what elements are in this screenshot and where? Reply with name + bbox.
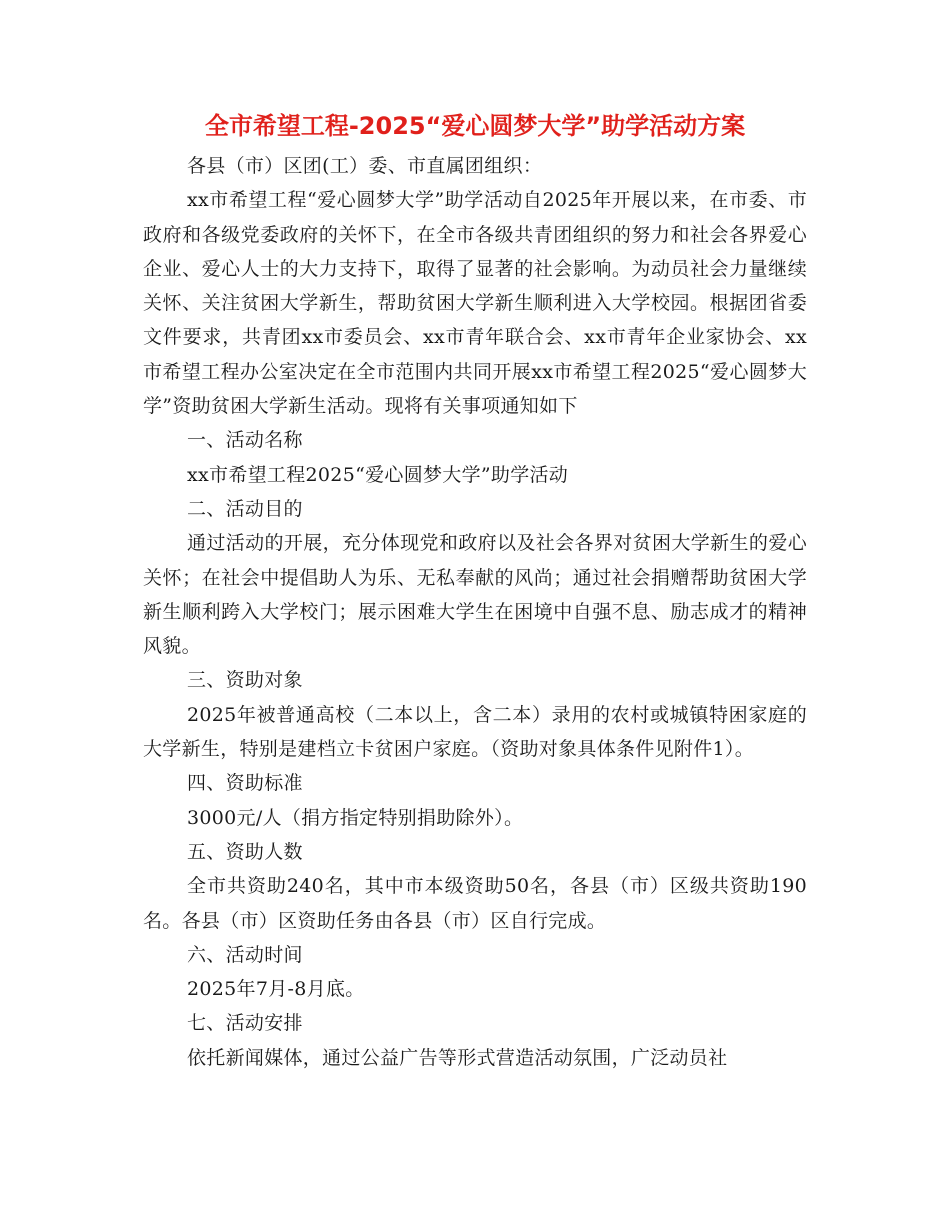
section-text-purpose: 通过活动的开展，充分体现党和政府以及社会各界对贫困大学新生的爱心关怀；在社会中提倡助人为乐、无私奉献的风尚；通过社会捐赠帮助贫困大学新生顺利跨入大学校门；展示困难大学生在困境中自强不息、励志成才的精神风貌。 bbox=[143, 532, 807, 658]
greeting: 各县（市）区团(工）委、市直属团组织： bbox=[187, 155, 543, 177]
section-heading-name: 一、活动名称 bbox=[187, 429, 303, 452]
section-heading-purpose: 二、活动目的 bbox=[187, 497, 303, 520]
section-text-standard: 3000元/人（捐方指定特别捐助除外）。 bbox=[187, 806, 524, 829]
section-heading-time: 六、活动时间 bbox=[187, 943, 303, 966]
section-text-time: 2025年7月-8月底。 bbox=[187, 978, 365, 1001]
section-heading-count: 五、资助人数 bbox=[187, 840, 303, 863]
section-heading-arrangement: 七、活动安排 bbox=[187, 1012, 303, 1035]
intro-paragraph: xx市希望工程“爱心圆梦大学”助学活动自2025年开展以来，在市委、市政府和各级党委政府的关怀下，在全市各级共青团组织的努力和社会各界爱心企业、爱心人士的大力支持下，取得了显著的社会影响。为动员社会力量继续关怀、关注贫困大学新生，帮助贫困大学新生顺利进入大学校园。根据团省委文件要求，共青团xx市委员会、xx市青年联合会、xx市青年企业家协会、xx市希望工程办公室决定在全市范围内共同开展xx市希望工程2025“爱心圆梦大学”资助贫困大学新生活动。现将有关事项通知如下 bbox=[143, 189, 807, 418]
section-heading-target: 三、资助对象 bbox=[187, 669, 303, 692]
section-text-count: 全市共资助240名，其中市本级资助50名，各县（市）区级共资助190名。各县（市）区资助任务由各县（市）区自行完成。 bbox=[143, 875, 807, 932]
section-text-name: xx市希望工程2025“爱心圆梦大学”助学活动 bbox=[187, 463, 569, 486]
document-title: 全市希望工程-2025“爱心圆梦大学”助学活动方案 bbox=[204, 112, 746, 140]
document-body bbox=[143, 149, 807, 1075]
section-text-target: 2025年被普通高校（二本以上，含二本）录用的农村或城镇特困家庭的大学新生，特别是建档立卡贫困户家庭。（资助对象具体条件见附件1）。 bbox=[143, 703, 807, 761]
section-heading-standard: 四、资助标准 bbox=[187, 772, 303, 795]
section-text-arrangement: 依托新闻媒体，通过公益广告等形式营造活动氛围，广泛动员社 bbox=[187, 1046, 728, 1069]
